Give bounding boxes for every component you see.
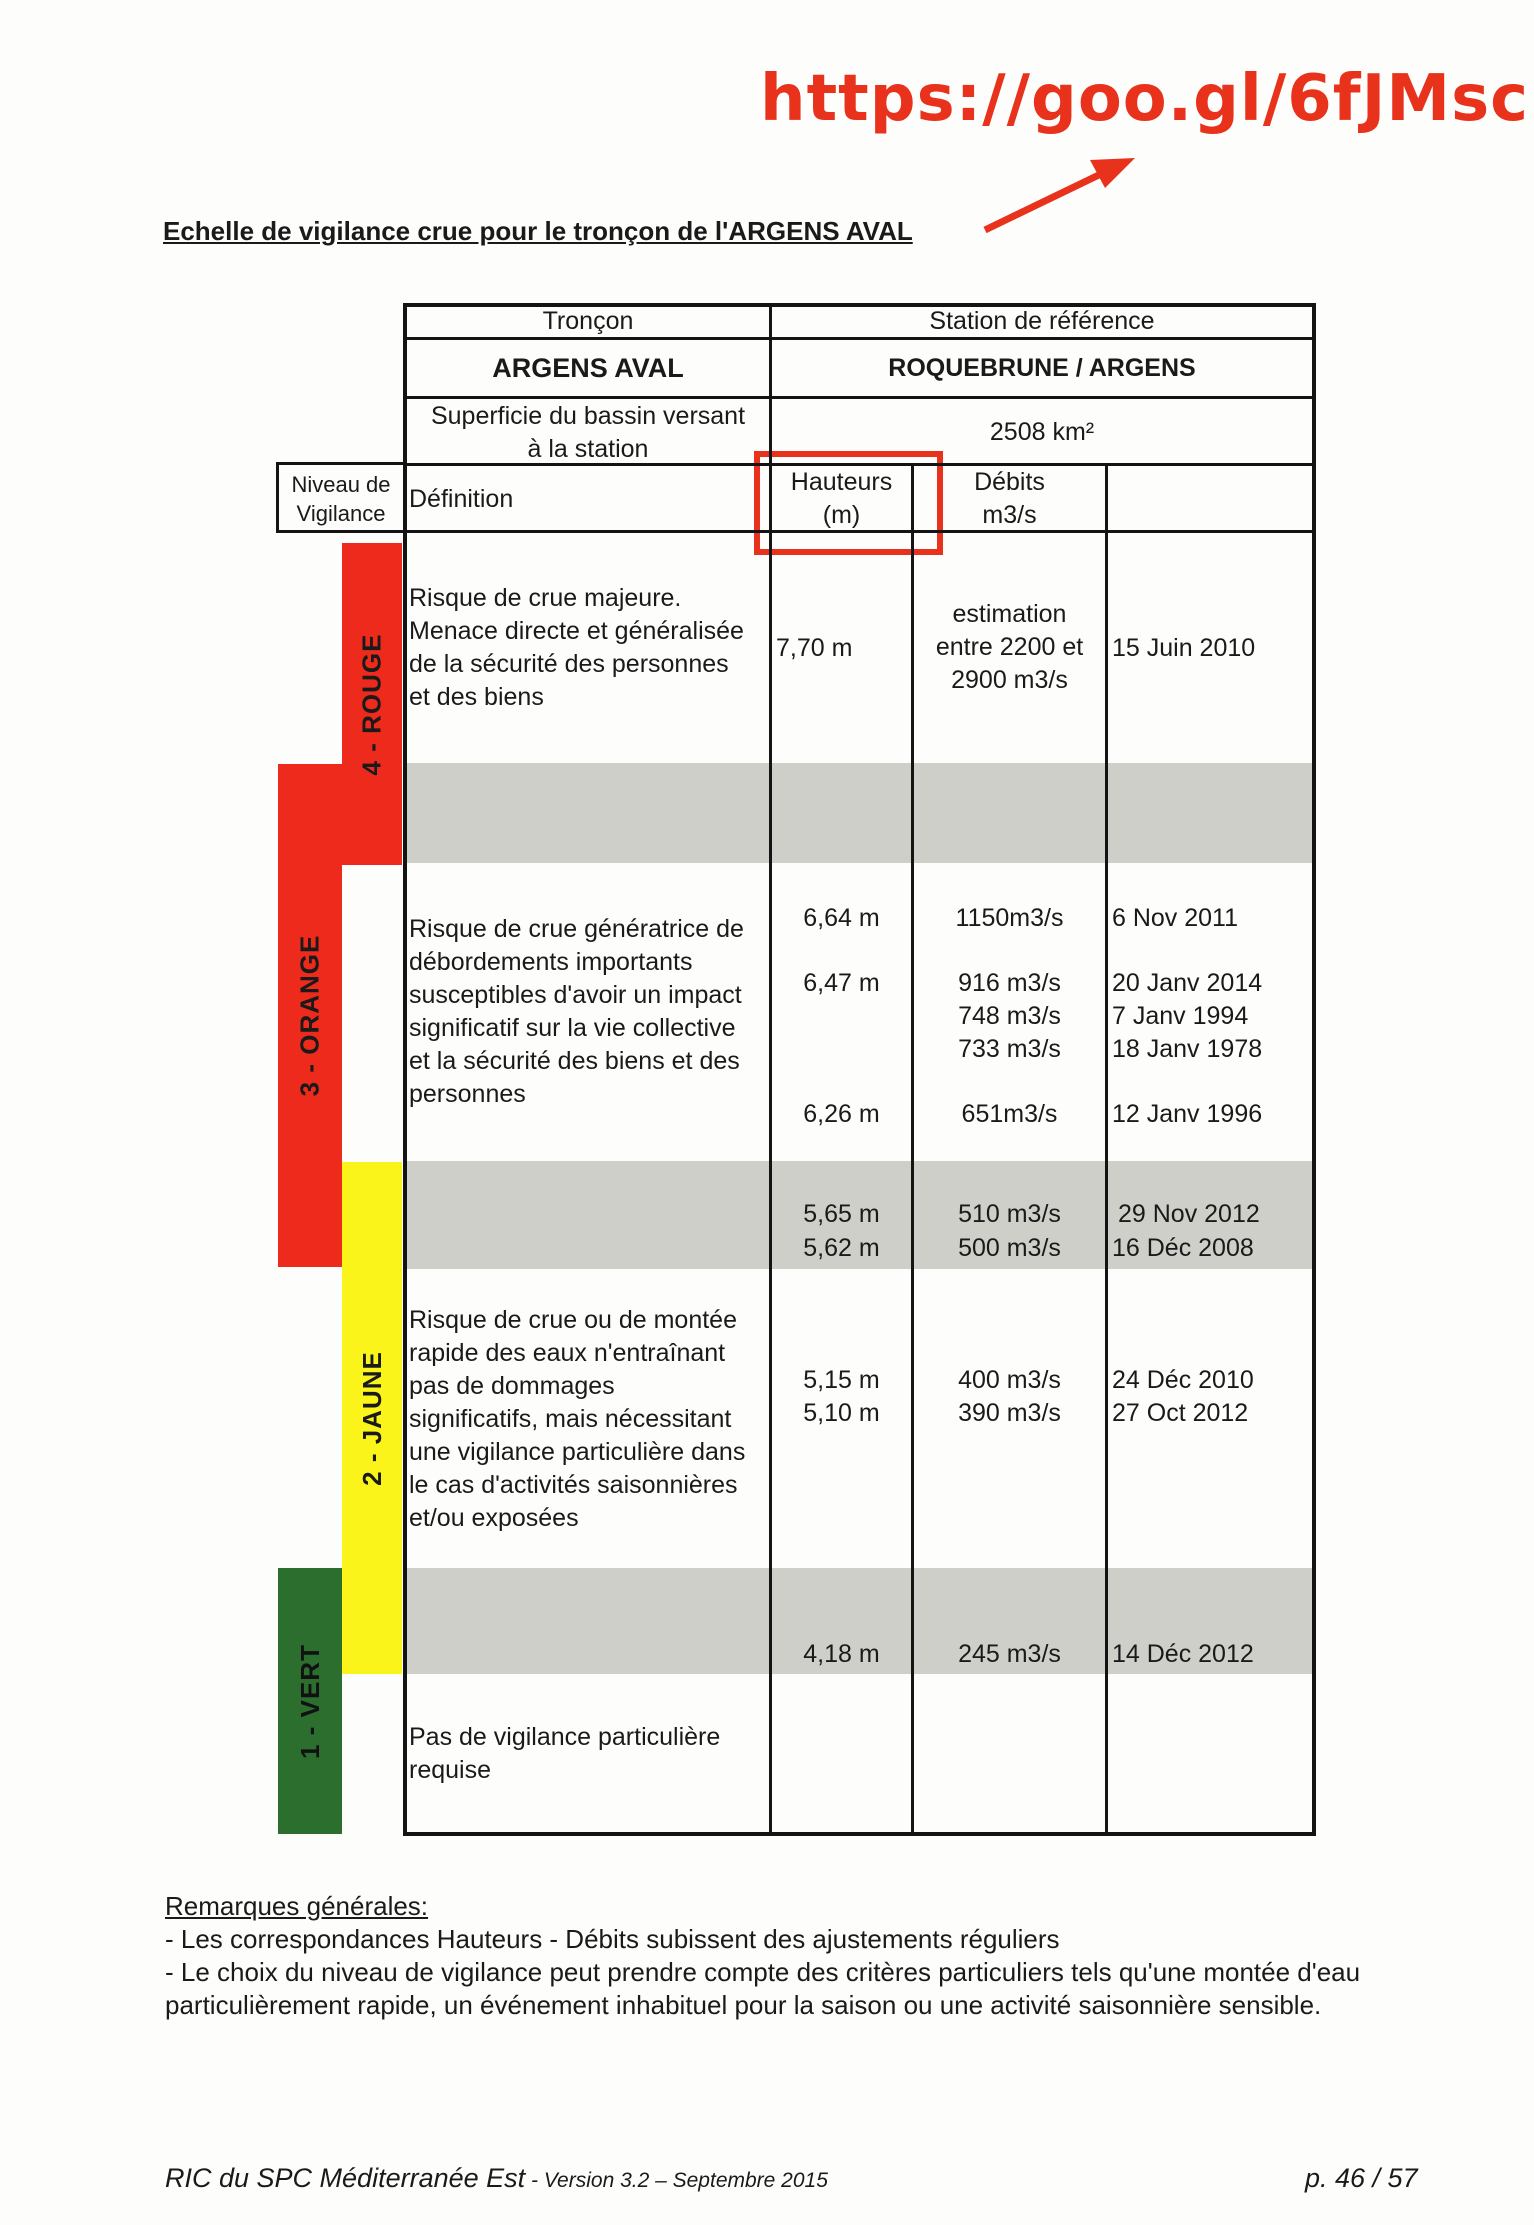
annotation-url[interactable]: https://goo.gl/6fJMsc [760,62,1530,136]
jaune-date-1: 24 Déc 2010 [1112,1366,1254,1394]
jaune-date-2: 27 Oct 2012 [1112,1399,1249,1427]
orange-debit-1: 1150m3/s [955,904,1064,932]
threshold-date-1: 29 Nov 2012 [1118,1200,1260,1228]
orange-date-4: 18 Janv 1978 [1112,1035,1263,1063]
threshold-vert-date: 14 Déc 2012 [1112,1640,1254,1668]
header-station: Station de référence [929,307,1155,335]
orange-definition: Risque de crue génératrice de débordements importants susceptibles d'avoir un impact significatif sur la vie collective et la sécurité des biens et des personnes [409,915,744,1108]
orange-hauteur-1: 6,64 m [803,904,880,932]
superficie-label: Superficie du bassin versant à la station [430,402,746,463]
page-title: Echelle de vigilance crue pour le tronçon de l'ARGENS AVAL [163,216,913,246]
orange-date-1: 6 Nov 2011 [1112,904,1239,932]
band-orange: 3 - ORANGE [278,764,342,1267]
threshold-date-2: 16 Déc 2008 [1112,1234,1254,1262]
remarks-heading: Remarques générales: [165,1891,429,1921]
orange-date-5: 12 Janv 1996 [1112,1100,1263,1128]
orange-hauteur-5: 6,26 m [803,1100,880,1128]
rouge-debit: estimation entre 2200 et 2900 m3/s [935,600,1084,694]
remarks-line-1: - Les correspondances Hauteurs - Débits subissent des ajustements réguliers [165,1924,1060,1954]
vert-definition: Pas de vigilance particulière requise [409,1723,721,1784]
band-jaune: 2 - JAUNE [342,1162,402,1674]
header-troncon: Tronçon [542,307,634,335]
rouge-date: 15 Juin 2010 [1112,634,1256,662]
orange-hauteur-2: 6,47 m [803,969,880,997]
jaune-hauteur-1: 5,15 m [803,1366,880,1394]
orange-debit-3: 748 m3/s [958,1002,1061,1030]
threshold-vert-debit: 245 m3/s [958,1640,1061,1668]
definition-label: Définition [409,485,514,513]
threshold-debit-1: 510 m3/s [958,1200,1061,1228]
station-name: ROQUEBRUNE / ARGENS [888,354,1196,382]
threshold-hauteur-1: 5,65 m [803,1200,880,1228]
troncon-name: ARGENS AVAL [492,353,684,383]
footer-page-number: p. 46 / 57 [1305,2163,1418,2193]
orange-debit-2: 916 m3/s [958,969,1061,997]
rouge-hauteur: 7,70 m [776,634,853,662]
jaune-definition: Risque de crue ou de montée rapide des eaux n'entraînant pas de dommages significatifs, mais nécessitant une vigilance particulière dans le cas d'activités saisonnières et/ou exposées [409,1306,746,1532]
orange-debit-5: 651m3/s [961,1100,1058,1128]
remarks-line-2: - Le choix du niveau de vigilance peut prendre compte des critères particuliers tels qu'une montée d'eau particulièrement rapide, un événement inhabituel pour la saison ou une activité saisonnière sensible. [165,1957,1361,2020]
remarks [165,1890,1395,2022]
band-vert: 1 - VERT [278,1568,342,1834]
band-rouge: 4 - ROUGE [342,543,402,865]
debits-label: Débits m3/s [974,468,1045,529]
jaune-debit-2: 390 m3/s [958,1399,1061,1427]
hauteurs-label: Hauteurs (m) [790,468,893,529]
threshold-hauteur-2: 5,62 m [803,1234,880,1262]
threshold-vert-hauteur: 4,18 m [803,1640,880,1668]
jaune-hauteur-2: 5,10 m [803,1399,880,1427]
shade-rouge-orange [404,763,1312,863]
orange-debit-4: 733 m3/s [958,1035,1061,1063]
footer-left: RIC du SPC Méditerranée Est - Version 3.2 – Septembre 2015 [165,2163,828,2193]
rouge-definition: Risque de crue majeure. Menace directe et généralisée de la sécurité des personnes et des biens [409,584,744,711]
superficie-value: 2508 km² [989,418,1095,446]
threshold-debit-2: 500 m3/s [958,1234,1061,1262]
orange-date-2: 20 Janv 2014 [1112,969,1263,997]
niveau-label: Niveau de Vigilance [291,472,391,526]
orange-date-3: 7 Janv 1994 [1112,1002,1249,1030]
jaune-debit-1: 400 m3/s [958,1366,1061,1394]
